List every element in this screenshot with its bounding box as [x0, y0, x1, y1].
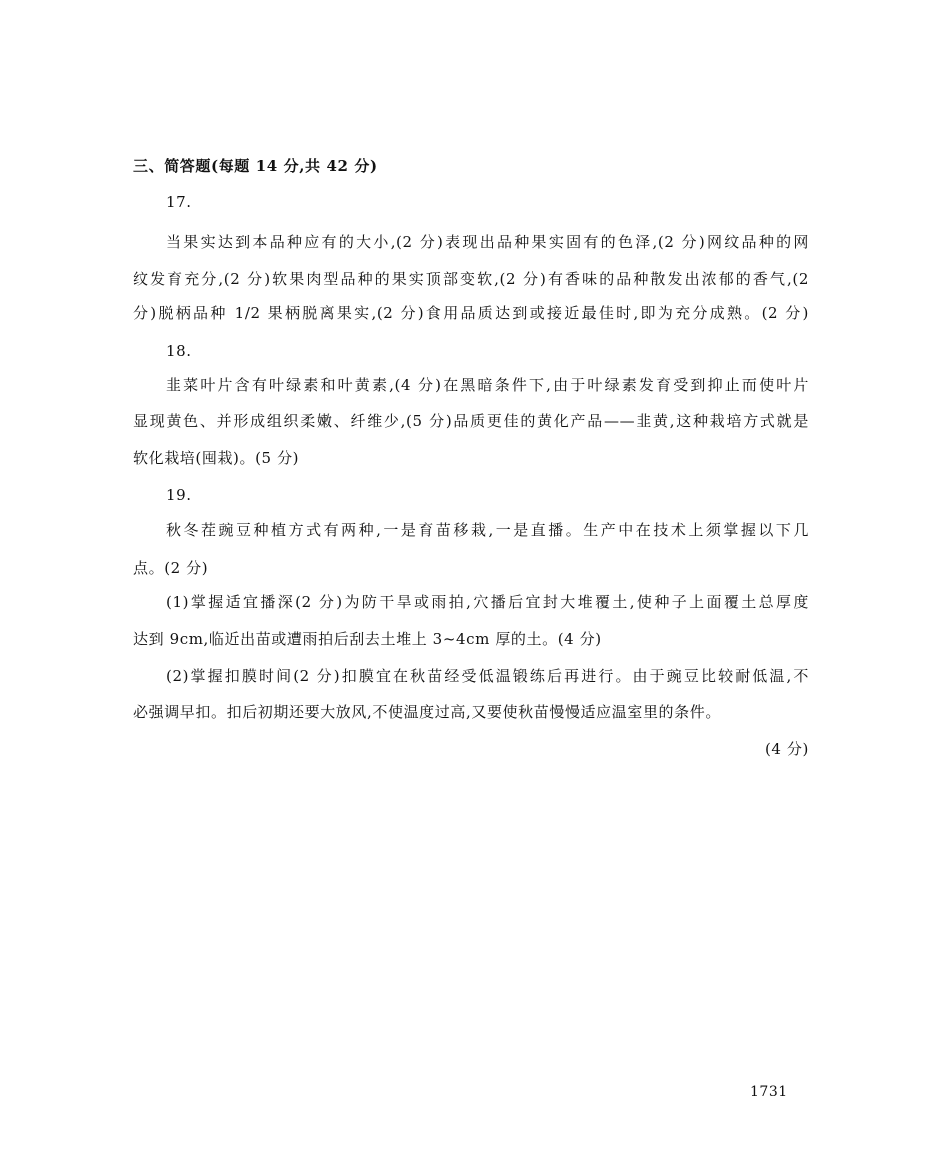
question-number-17: 17.: [166, 193, 192, 211]
section-title: 三、简答题(每题 14 分,共 42 分): [133, 157, 378, 175]
answer-19-line-6: 必强调早扣。扣后初期还要大放风,不使温度过高,又要使秋苗慢慢适应温室里的条件。: [133, 703, 721, 721]
answer-19-line-5: (2)掌握扣膜时间(2 分)扣膜宜在秋苗经受低温锻练后再进行。由于豌豆比较耐低温,不: [166, 667, 809, 685]
answer-18-line-2: 显现黄色、并形成组织柔嫩、纤维少,(5 分)品质更佳的黄化产品——韭黄,这种栽培方式就是: [133, 412, 809, 430]
question-number-18: 18.: [166, 342, 192, 360]
answer-17-line-1: 当果实达到本品种应有的大小,(2 分)表现出品种果实固有的色泽,(2 分)网纹品种的网: [166, 233, 809, 251]
answer-17-line-3: 分)脱柄品种 1/2 果柄脱离果实,(2 分)食用品质达到或接近最佳时,即为充分成熟。(2 分): [133, 304, 809, 322]
answer-19-line-4: 达到 9cm,临近出苗或遭雨拍后刮去土堆上 3~4cm 厚的土。(4 分): [133, 630, 602, 648]
answer-18-line-1: 韭菜叶片含有叶绿素和叶黄素,(4 分)在黑暗条件下,由于叶绿素发育受到抑止而使叶片: [166, 376, 809, 394]
page-number: 1731: [750, 1084, 788, 1100]
answer-19-line-3: (1)掌握适宜播深(2 分)为防干旱或雨拍,穴播后宜封大堆覆土,使种子上面覆土总厚度: [166, 593, 809, 611]
answer-19-score: (4 分): [764, 740, 809, 758]
answer-19-line-1: 秋冬茬豌豆种植方式有两种,一是育苗移栽,一是直播。生产中在技术上须掌握以下几: [166, 521, 809, 539]
answer-17-line-2: 纹发育充分,(2 分)软果肉型品种的果实顶部变软,(2 分)有香味的品种散发出浓郁的香气,(2: [133, 270, 809, 288]
answer-18-line-3: 软化栽培(囤栽)。(5 分): [133, 449, 300, 467]
question-number-19: 19.: [166, 486, 192, 504]
answer-19-line-2: 点。(2 分): [133, 559, 209, 577]
